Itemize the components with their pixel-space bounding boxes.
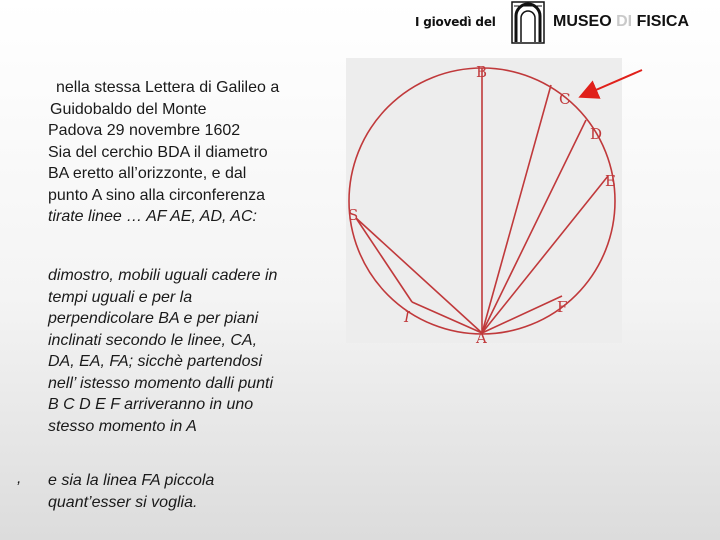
demo-line-1: dimostro, mobili uguali cadere in xyxy=(48,267,278,284)
quote-line-2: Guidobaldo del Monte xyxy=(50,100,207,118)
closing-paragraph xyxy=(48,470,214,513)
museum-arch-icon xyxy=(508,0,548,45)
demo-line-2: tempi uguali e per la xyxy=(48,288,193,306)
museum-name-part2: DI xyxy=(616,13,633,30)
quote-block xyxy=(48,77,279,228)
quote-line-6: punto A sino alla circonferenza xyxy=(48,186,266,204)
label-a: A xyxy=(476,329,487,343)
demo-line-4: inclinati secondo le linee, CA, xyxy=(48,331,258,349)
museum-name-part3: FISICA xyxy=(632,13,690,30)
closing-line-2: quant’esser si voglia. xyxy=(48,493,198,511)
pointer-arrow-icon xyxy=(560,60,650,110)
demo-line-8: stesso momento in A xyxy=(48,417,197,435)
label-c: C xyxy=(559,90,571,108)
demo-line-6: nell’ istesso momento dalli punti xyxy=(48,374,274,392)
demonstration-paragraph xyxy=(48,265,348,437)
label-d: D xyxy=(590,125,603,143)
chord-sa xyxy=(356,218,482,333)
chord-ia xyxy=(412,302,482,333)
closing-line-1: e sia la linea FA piccola xyxy=(48,472,215,489)
header-title: I giovedì del xyxy=(415,15,496,29)
quote-line-4: Sia del cerchio BDA il diametro xyxy=(48,143,268,161)
chord-ca xyxy=(482,85,551,333)
chord-si xyxy=(356,218,412,302)
museum-name xyxy=(553,13,689,31)
quote-intro xyxy=(56,77,279,99)
label-f: F xyxy=(557,298,568,316)
demo-line-5: DA, EA, FA; sicchè partendosi xyxy=(48,353,263,370)
label-i: I xyxy=(404,308,410,326)
label-b: B xyxy=(476,63,488,81)
chord-ea xyxy=(482,176,608,333)
label-e: E xyxy=(605,172,616,190)
quote-intro-prefix: nella stessa xyxy=(56,79,141,96)
museum-name-part1: MUSEO xyxy=(553,13,617,30)
demo-line-7: B C D E F arriveranno in uno xyxy=(48,396,254,413)
label-s: S xyxy=(348,206,359,224)
quote-intro-rest: Lettera di Galileo a xyxy=(140,79,280,96)
quote-line-3: Padova 29 novembre 1602 xyxy=(48,122,241,139)
quote-line-7: tirate linee … AF AE, AD, AC: xyxy=(48,208,257,225)
quote-line-5: BA eretto all’orizzonte, e dal xyxy=(48,165,247,182)
comma-mark: , xyxy=(17,470,22,487)
demo-line-3: perpendicolare BA e per piani xyxy=(48,310,259,327)
